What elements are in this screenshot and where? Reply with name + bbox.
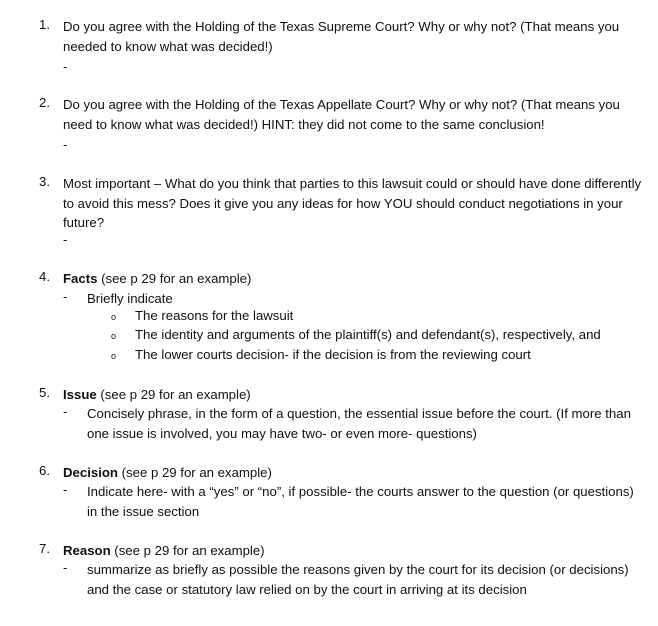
item-number: 7. — [39, 541, 50, 556]
bullet-marker: o — [111, 312, 117, 322]
section-heading-line — [63, 385, 648, 405]
instruction-text: Indicate here- with a “yes” or “no”, if possible- the courts answer to the question (or questions) in the issue section — [87, 484, 634, 519]
section-heading-line — [63, 463, 648, 483]
item-number: 5. — [39, 385, 50, 400]
bullet-text: The identity and arguments of the plaintiff(s) and defendant(s), respectively, and — [135, 327, 601, 342]
instruction-dash: - — [63, 560, 68, 575]
answer-dash: - — [63, 232, 68, 247]
section-note: (see p 29 for an example) — [97, 271, 252, 286]
section-note: (see p 29 for an example) — [96, 387, 251, 402]
instruction-dash: - — [63, 482, 68, 497]
section-note: (see p 29 for an example) — [110, 543, 265, 558]
section-heading: Decision — [63, 465, 118, 480]
question-text: Do you agree with the Holding of the Texas Supreme Court? Why or why not? (That means you needed to know what was decided!) — [63, 19, 620, 54]
question-text: Most important – What do you think that parties to this lawsuit could or should have done differently to avoid this mess? Does it give you any ideas for how YOU should conduct negotiations in your future? — [63, 176, 642, 230]
instruction-dash: - — [63, 404, 68, 419]
section-heading: Issue — [63, 387, 97, 402]
question-text: Do you agree with the Holding of the Texas Appellate Court? Why or why not? (That means you need to know what was decided!) HINT: they did not come to the same conclusion! — [63, 97, 620, 132]
section-heading: Facts — [63, 271, 98, 286]
bullet-marker: o — [111, 331, 117, 341]
bullet-text: The reasons for the lawsuit — [135, 308, 294, 323]
bullet-text: The lower courts decision- if the decision is from the reviewing court — [135, 347, 531, 362]
instruction-text: Briefly indicate — [87, 291, 173, 306]
instruction-text: summarize as briefly as possible the reasons given by the court for its decision (or decisions) and the case or statutory law relied on by the court in arriving at its decision — [87, 562, 629, 597]
section-heading-line — [63, 269, 648, 289]
answer-dash: - — [63, 59, 68, 74]
instruction-dash: - — [63, 289, 68, 304]
section-heading-line — [63, 541, 648, 561]
instruction-text: Concisely phrase, in the form of a question, the essential issue before the court. (If more than one issue is involved, you may have two- or even more- questions) — [87, 406, 631, 441]
answer-dash: - — [63, 137, 68, 152]
item-number: 1. — [39, 17, 50, 32]
section-note: (see p 29 for an example) — [117, 465, 272, 480]
item-number: 2. — [39, 95, 50, 110]
item-number: 6. — [39, 463, 50, 478]
item-number: 3. — [39, 174, 50, 189]
bullet-marker: o — [111, 351, 117, 361]
section-heading: Reason — [63, 543, 111, 558]
item-number: 4. — [39, 269, 50, 284]
